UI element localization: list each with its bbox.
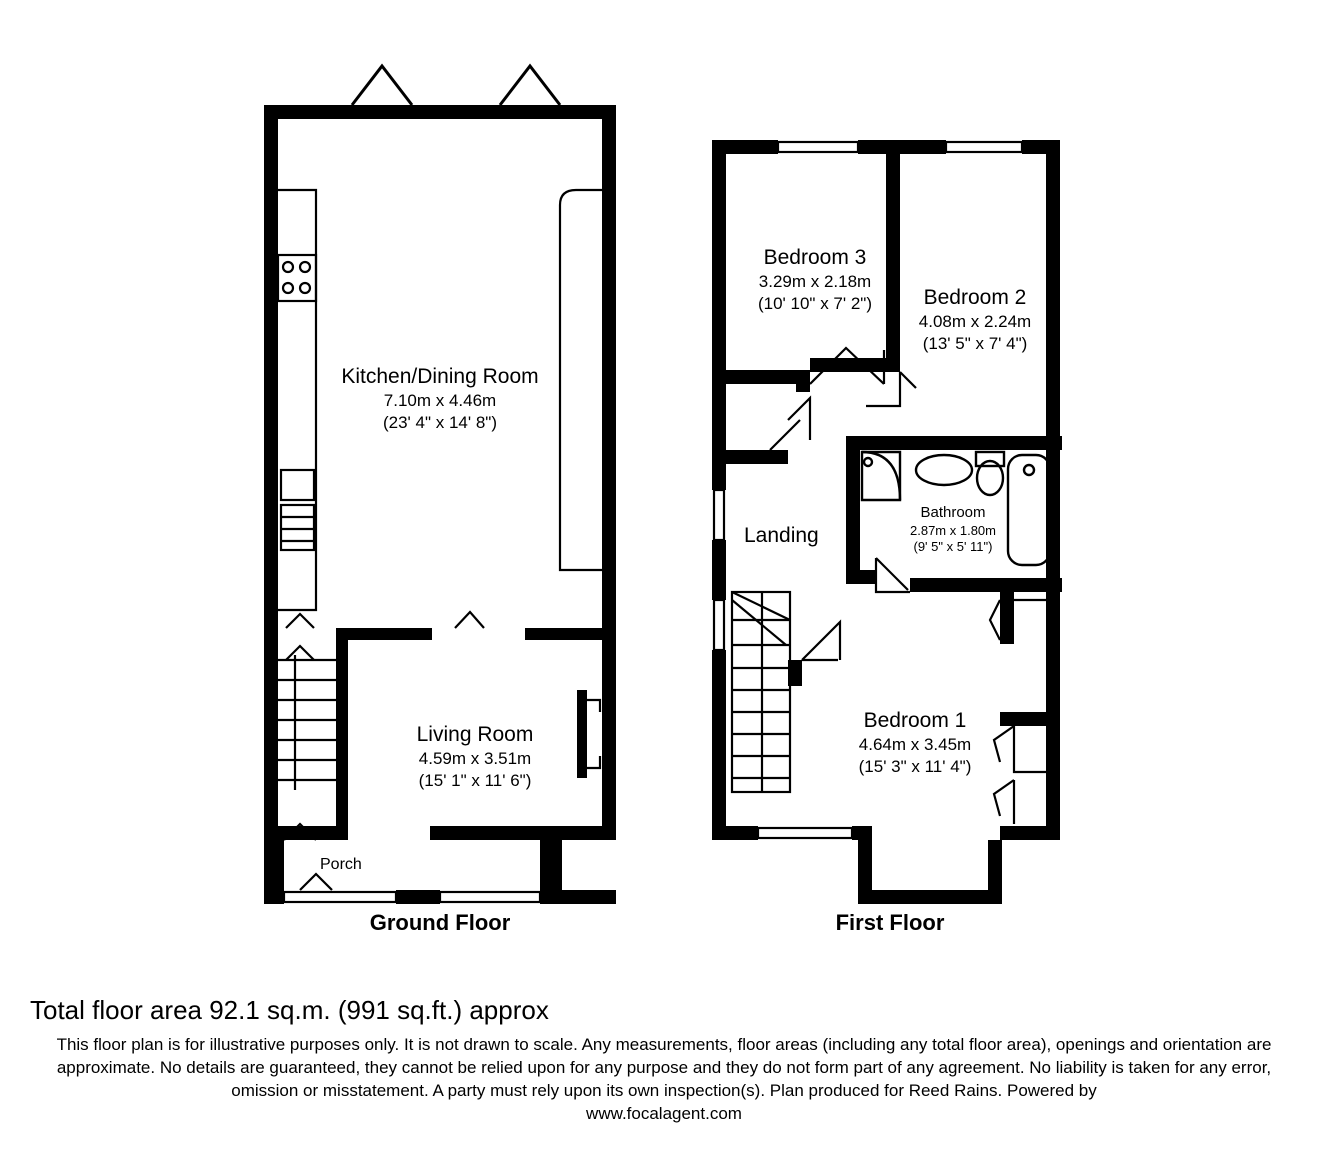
room-dimensions-metric: 4.64m x 3.45m xyxy=(858,735,972,755)
room-dimensions-metric: 7.10m x 4.46m xyxy=(383,391,497,411)
room-dimensions-metric: 3.29m x 2.18m xyxy=(758,272,872,292)
room-dimensions-imperial: (23' 4" x 14' 8") xyxy=(382,412,497,432)
room-name: Bathroom xyxy=(920,504,986,521)
provider-url: www.focalagent.com xyxy=(586,1103,742,1123)
footer xyxy=(0,995,1328,1126)
room-name: Bedroom 2 xyxy=(923,286,1027,309)
room-label-bedroom-1 xyxy=(800,708,1030,777)
room-label-porch: Porch xyxy=(320,856,362,873)
room-name: Kitchen/Dining Room xyxy=(341,365,539,388)
total-floor-area: Total floor area 92.1 sq.m. (991 sq.ft.) approx xyxy=(30,995,549,1025)
room-dimensions-imperial: (9' 5" x 5' 11") xyxy=(913,539,993,554)
room-dimensions-imperial: (15' 3" x 11' 4") xyxy=(858,756,972,776)
room-dimensions-imperial: (10' 10" x 7' 2") xyxy=(757,293,872,313)
room-dimensions-metric: 2.87m x 1.80m xyxy=(910,522,996,538)
room-label-living-room xyxy=(330,722,620,791)
room-label-bathroom xyxy=(858,504,1048,555)
floor-title-ground: Ground Floor xyxy=(369,910,511,935)
disclaimer-text xyxy=(0,1034,1328,1126)
room-label-bedroom-2 xyxy=(860,285,1090,354)
room-label-kitchen-dining xyxy=(290,364,590,433)
room-dimensions-metric: 4.08m x 2.24m xyxy=(918,312,1032,332)
room-name: Bedroom 3 xyxy=(763,246,867,269)
room-name: Living Room xyxy=(416,723,534,746)
room-label-landing: Landing xyxy=(744,524,819,547)
room-name: Bedroom 1 xyxy=(863,709,967,732)
room-dimensions-imperial: (13' 5" x 7' 4") xyxy=(922,333,1028,353)
disclaimer-body: This floor plan is for illustrative purposes only. It is not drawn to scale. Any measurements, floor areas (including any total floor area), openings and orientation are approximate. No details are guaranteed, they cannot be relied upon for any purpose and they do not form part of any agreement. No liability is taken for any error, omission or misstatement. A party must rely upon its own inspection(s). Plan produced for Reed Rains. Powered by xyxy=(56,1035,1272,1100)
floor-title-first: First Floor xyxy=(835,910,945,935)
room-dimensions-metric: 4.59m x 3.51m xyxy=(418,749,532,769)
room-dimensions-imperial: (15' 1" x 11' 6") xyxy=(418,770,532,790)
